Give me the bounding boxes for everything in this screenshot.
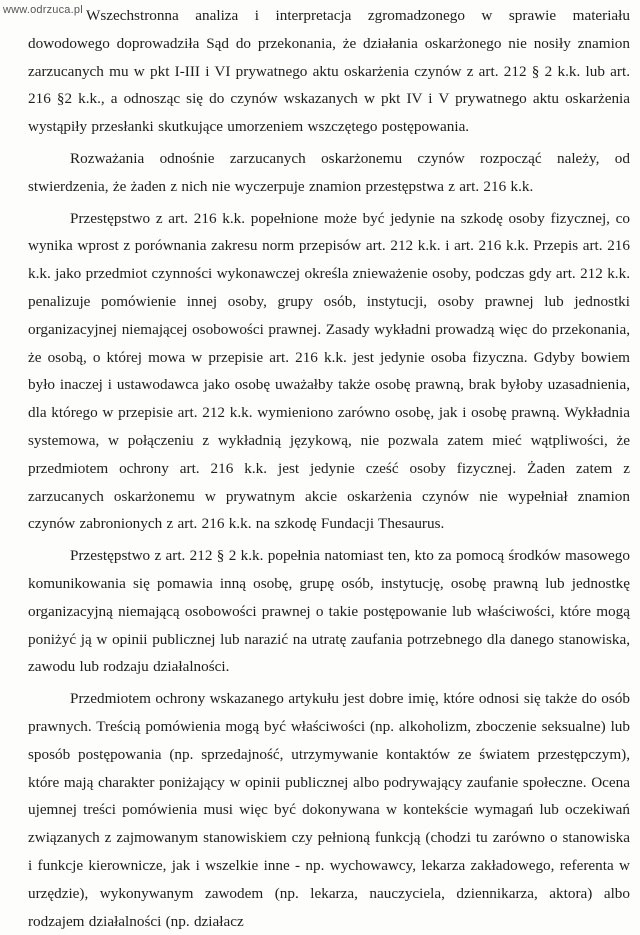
paragraph-5: Przedmiotem ochrony wskazanego artykułu jest dobre imię, które odnosi się także do osób prawnych. Treścią pomówienia mogą być właściwości (np. alkoholizm, zboczenie seksualne) lub sposób postępowania (np. sprzedajność, utrzymywanie kontaktów ze światem przestępczym), które mają charakter poniżający w opinii publicznej albo podrywający zaufanie społeczne. Ocena ujemnej treści pomówienia musi więc być dokonywana w kontekście wymagań lub oczekiwań związanych z zajmowanym stanowiskiem czy pełnioną funkcją (chodzi tu zarówno o stanowiska i funkcje kierownicze, jak i wszelkie inne - np. wychowawcy, lekarza zakładowego, referenta w urzędzie), wykonywanym zawodem (np. lekarza, nauczyciela, dziennikarza, aktora) albo rodzajem działalności (np. działacz: [28, 690, 630, 930]
paragraph-3: Przestępstwo z art. 216 k.k. popełnione może być jedynie na szkodę osoby fizycznej, co wynika wprost z porównania zakresu norm przepisów art. 212 k.k. i art. 216 k.k. Przepis art. 216 k.k. jako przedmiot czynności wykonawczej określa znieważenie osoby, podczas gdy art. 212 k.k. penalizuje pomówienie innej osoby, grupy osób, instytucji, osoby prawnej lub jednostki organizacyjnej niemającej osobowości prawnej. Zasady wykładni prowadzą więc do przekonania, że osobą, o której mowa w przepisie art. 216 k.k. jest jedynie osoba fizyczna. Gdyby bowiem było inaczej i ustawodawca jako osobę uważałby także osobę prawną, brak byłoby uzasadnienia, dla którego w przepisie art. 212 k.k. wymieniono zarówno osobę, jak i osobę prawną. Wykładnia systemowa, w połączeniu z wykładnią językową, nie pozwala zatem mieć wątpliwości, że przedmiotem ochrony art. 216 k.k. jest jedynie cześć osoby fizycznej. Żaden zatem z zarzucanych oskarżonemu w prywatnym akcie oskarżenia czynów nie wypełniał znamion czynów zabronionych z art. 216 k.k. na szkodę Fundacji Thesaurus.: [28, 209, 630, 533]
watermark: www.odrzuca.pl: [3, 4, 83, 16]
paragraph-2: Rozważania odnośnie zarzucanych oskarżonemu czynów rozpocząć należy, od stwierdzenia, że żaden z nich nie wyczerpuje znamion przestępstwa z art. 216 k.k.: [28, 149, 630, 195]
paragraph-4: Przestępstwo z art. 212 § 2 k.k. popełnia natomiast ten, kto za pomocą środków masowego komunikowania się pomawia inną osobę, grupę osób, instytucję, osobę prawną lub jednostkę organizacyjną niemającą osobowości prawnej o takie postępowanie lub właściwości, które mogą poniżyć ją w opinii publicznej lub narazić na utratę zaufania potrzebnego dla danego stanowiska, zawodu lub rodzaju działalności.: [28, 547, 630, 676]
paragraph-1: Wszechstronna analiza i interpretacja zgromadzonego w sprawie materiału dowodowego doprowadziła Sąd do przekonania, że działania oskarżonego nie nosiły znamion zarzucanych mu w pkt I-III i VI prywatnego aktu oskarżenia czynów z art. 212 § 2 k.k. lub art. 216 §2 k.k., a odnosząc się do czynów wskazanych w pkt IV i V prywatnego aktu oskarżenia wystąpiły przesłanki skutkujące umorzeniem wszczętego postępowania.: [28, 7, 630, 136]
